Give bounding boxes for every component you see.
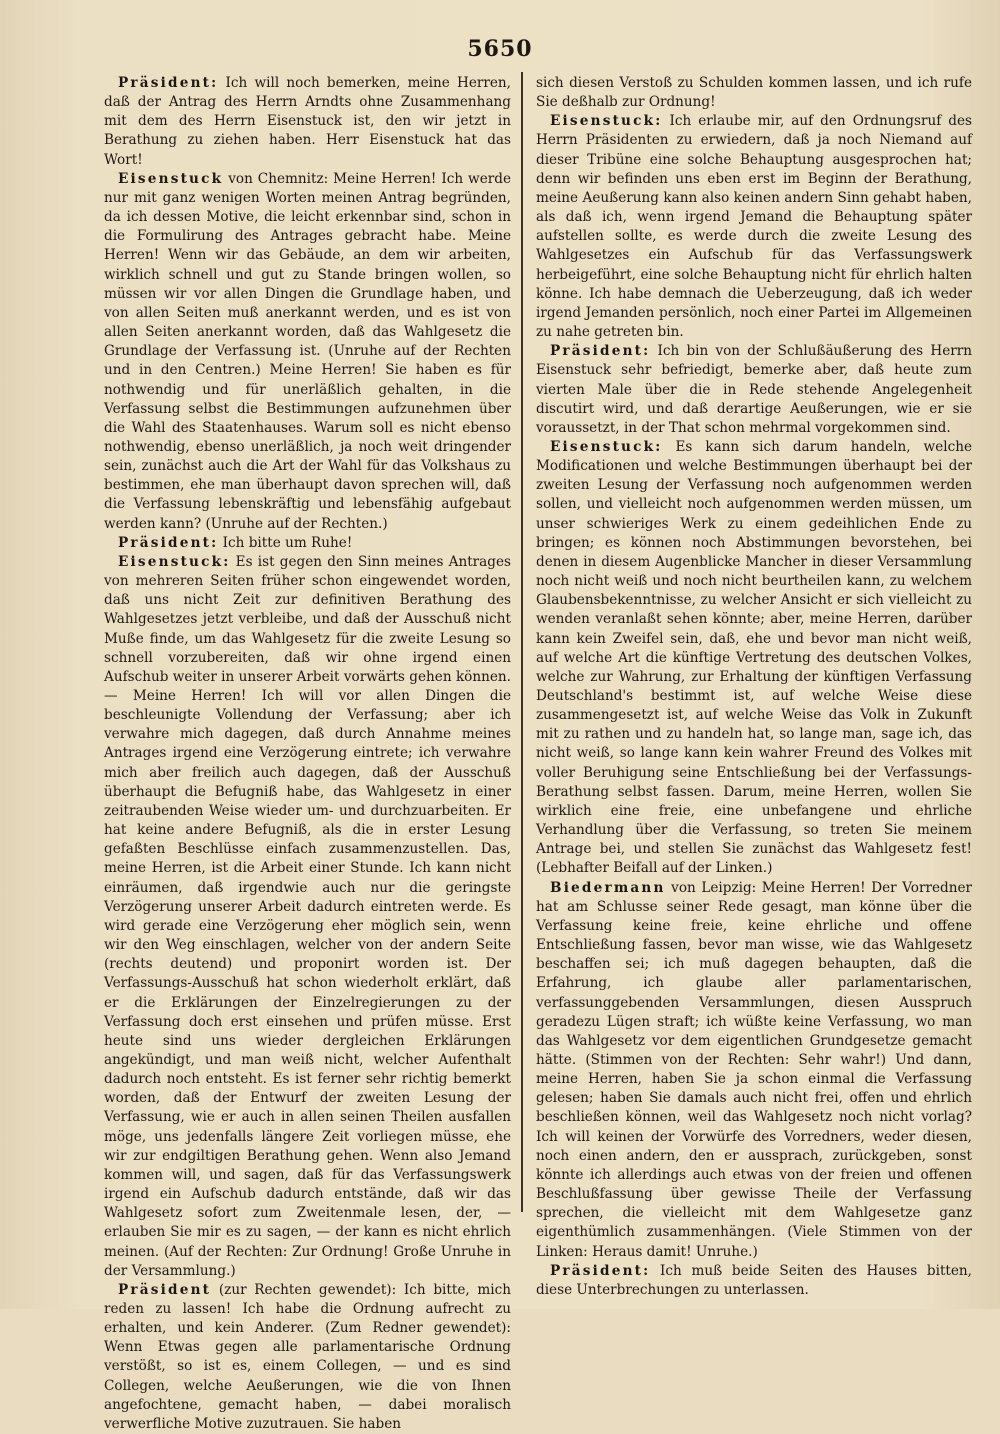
- paragraph-text: Ich muß beide Seiten des Hauses bitten, diese Unterbrechungen zu unterlassen.: [536, 1262, 972, 1298]
- paragraph-text: von Chemnitz: Meine Herren! Ich werde nur mit ganz wenigen Worten meinen Antrag begründen, da ich dessen Motive, die leicht erkennbar sind, schon in die Formulirung des Antrages gebracht habe. Meine Herren! Wenn wir das Gebäude, an dem wir arbeiten, wirklich schnell und gut zu Stande bringen wollen, so müssen wir vor allen Dingen die Grundlage haben, und von allen Seiten muß anerkannt werden, und es ist von allen Seiten anerkannt worden, daß das Wahlgesetz die Grundlage der Verfassung ist. (Unruhe auf der Rechten und in den Centren.) Meine Herren! Sie haben es für nothwendig und für unerläßlich gehalten, in die Verfassung selbst die Bestimmungen aufzunehmen über die Wahl des Staatenhauses. Warum soll es nicht ebenso nothwendig, ebenso unerläßlich, ja noch weit dringender sein, zunächst auch die Art der Wahl für das Volkshaus zu bestimmen, ehe man überhaupt davon sprechen will, daß die Verfassung lebenskräftig und lebensfähig aufgebaut werden kann? (Unruhe auf der Rechten.): [104, 170, 511, 532]
- speaker-name: Präsident:: [118, 75, 219, 91]
- paragraph: [536, 879, 972, 1262]
- paragraph-text: Ich bitte um Ruhe!: [218, 534, 353, 551]
- paragraph-text: Ich bin von der Schlußäußerung des Herrn Eisenstuck sehr befriedigt, bemerke aber, daß heute zum vierten Male über die in Rede stehende Angelegenheit discutirt wird, und daß derartige Aeußerungen, wie er sie voraussetzt, in der That schon mehrmal vorgekommen sind.: [536, 343, 972, 436]
- paragraph: [104, 1281, 511, 1434]
- speaker-name: Präsident:: [118, 534, 219, 551]
- paragraph: [104, 74, 511, 170]
- paragraph-text: Ich will noch bemerken, meine Herren, daß der Antrag des Herrn Arndts ohne Zusammenhang mit dem des Herrn Eisenstuck ist, den wir jetzt in Berathung zu ziehen haben. Herr Eisenstuck hat das Wort!: [104, 75, 511, 168]
- column-divider: [521, 72, 523, 1212]
- speaker-name: Biedermann: [550, 879, 666, 896]
- speaker-name: Eisenstuck: [118, 170, 224, 187]
- paragraph: [104, 170, 511, 534]
- paragraph-text: Es kann sich darum handeln, welche Modificationen und welche Bestimmungen überhaupt bei der zweiten Lesung der Verfassung noch aufgenommen werden sollen, und vielleicht noch aufgenommen werden müssen, um unser schwieriges Werk zu einem gedeihlichen Ende zu bringen; es können noch Abstimmungen bevorstehen, bei denen in diesem Augenblicke Mancher in dieser Versammlung noch nicht weiß und noch nicht beurtheilen kann, zu welchem Glaubensbekenntnisse, zu welcher Ansicht er sich vielleicht zu wenden veranlaßt sehen könnte; aber, meine Herren, darüber kann kein Zweifel sein, daß, ehe und bevor man nicht weiß, auf welche Art die künftige Vertretung des deutschen Volkes, welche zur Wahrung, zur Erhaltung der künftigen Verfassung Deutschland's bestimmt ist, auf welche Weise diese zusammengesetzt ist, auf welche Weise das Volk in Zukunft mit zu rathen und zu handeln hat, so lange man, sage ich, das nicht weiß, so lange kann kein wahrer Freund des Volkes mit voller Beruhigung seine Entschließung bei der Verfassungs-Berathung selbst fassen. Darum, meine Herren, wollen Sie wirklich eine freie, eine unbefangene und ehrliche Verhandlung über die Verfassung, so treten Sie meinem Antrage bei, und stellen Sie zunächst das Wahlgesetz fest! (Lebhafter Beifall auf der Linken.): [536, 438, 972, 877]
- paragraph-text: Es ist gegen den Sinn meines Antrages von mehreren Seiten früher schon eingewendet worden, daß uns nicht Zeit zur definitiven Berathung des Wahlgesetzes jetzt verbleibe, und daß der Ausschuß nicht Muße finde, um das Wahlgesetz für die zweite Lesung so schnell vorzubereiten, daß wir ohne irgend einen Aufschub weiter in unserer Arbeit vorwärts gehen können. — Meine Herren! Ich will vor allen Dingen die beschleunigte Vollendung der Verfassung; aber ich verwahre mich dagegen, daß durch Annahme meines Antrages irgend eine Verzögerung eintrete; ich verwahre mich aber freilich auch dagegen, daß der Ausschuß überhaupt die Befugniß habe, das Wahlgesetz in einer zeitraubenden Weise wieder um- und durchzuarbeiten. Er hat keine andere Befugniß, als die in erster Lesung gefaßten Beschlüsse einfach zusammenzustellen. Das, meine Herren, ist die Arbeit einer Stunde. Ich kann nicht einräumen, daß irgendwie auch nur die geringste Verzögerung unserer Arbeit dadurch eintreten werde. Es wird gerade eine Verzögerung eher möglich sein, wenn wir den Weg einschlagen, welcher von der andern Seite (rechts deutend) und proponirt worden ist. Der Verfassungs-Ausschuß hat schon wiederholt erklärt, daß er die Erklärungen der Einzelregierungen zu der Verfassung doch erst einsehen und prüfen müsse. Erst heute sind uns wieder dergleichen Erklärungen angekündigt, und man weiß nicht, welcher Aufenthalt dadurch noch entsteht. Es ist ferner sehr richtig bemerkt worden, daß der Entwurf der zweiten Lesung der Verfassung, wie er auch in allen seinen Theilen ausfallen möge, uns jedenfalls längere Zeit vorliegen müsse, ehe wir zur endgiltigen Berathung gehen. Wenn also Jemand kommen will, und sagen, daß für das Verfassungswerk irgend ein Aufschub dadurch entstände, daß wir das Wahlgesetz sofort zum Zweitenmale lesen, der, — erlauben Sie mir es zu sagen, — der kann es nicht ehrlich meinen. (Auf der Rechten: Zur Ordnung! Große Unruhe in der Versammlung.): [104, 553, 511, 1279]
- left-column: [104, 74, 511, 1434]
- speaker-name: Präsident:: [550, 1262, 651, 1279]
- speaker-name: Eisenstuck:: [118, 553, 231, 570]
- paragraph: [536, 342, 972, 438]
- speaker-name: Eisenstuck:: [550, 438, 663, 455]
- paragraph-text: von Leipzig: Meine Herren! Der Vorredner hat am Schlusse seiner Rede gesagt, man könne über die Verfassung keine freie, keine ehrliche und offene Entschließung fassen, bevor man wisse, wie das Wahlgesetz beschaffen sei; ich muß dagegen behaupten, daß die Erfahrung, ich glaube aller parlamentarischen, verfassunggebenden Versammlungen, diesen Ausspruch geradezu Lügen straft; ich wüßte keine Verfassung, wo man das Wahlgesetz vor dem eigentlichen Grundgesetze gemacht hätte. (Stimmen von der Rechten: Sehr wahr!) Und dann, meine Herren, haben Sie ja schon einmal die Verfassung gelesen; haben Sie damals auch nicht frei, offen und ehrlich beschließen können, weil das Wahlgesetz noch nicht vorlag? Ich will keinen der Vorwürfe des Vorredners, weder diesen, noch einen andern, den er aussprach, zurückgeben, sonst könnte ich allerdings auch etwas von der freien und offenen Beschlußfassung über gewisse Theile der Verfassung sprechen, die vielleicht mit dem Wahlgesetze ganz eigenthümlich zusammenhängen. (Viele Stimmen von der Linken: Heraus damit! Unruhe.): [536, 879, 972, 1260]
- speaker-name: Präsident: [118, 1281, 212, 1298]
- speaker-name: Eisenstuck:: [550, 113, 663, 130]
- paragraph-text: sich diesen Verstoß zu Schulden kommen lassen, und ich rufe Sie deßhalb zur Ordnung!: [536, 75, 972, 111]
- paragraph-text: Ich erlaube mir, auf den Ordnungsruf des Herrn Präsidenten zu erwiedern, daß ja noch Niemand auf dieser Tribüne eine solche Behauptung ausgesprochen hat; denn wir befinden uns eben erst im Beginn der Berathung, meine Aeußerung kann also keinen andern Sinn gehabt haben, als daß ich, wenn irgend Jemand die Behauptung später aufstellen sollte, es werde durch die zweite Lesung des Wahlgesetzes ein Aufschub für das Verfassungswerk herbeigeführt, eine solche Behauptung nicht für ehrlich halten könne. Ich habe demnach die Ueberzeugung, daß ich weder irgend Jemanden persönlich, noch einer Partei im Allgemeinen zu nahe getreten bin.: [536, 113, 972, 341]
- paragraph: [536, 74, 972, 112]
- paragraph-text: (zur Rechten gewendet): Ich bitte, mich reden zu lassen! Ich habe die Ordnung aufrecht zu erhalten, und kein Anderer. (Zum Redner gewendet): Wenn Etwas gegen alle parlamentarische Ordnung verstößt, so ist es, einem Collegen, — und es sind Collegen, welche Aeußerungen, wie die von Ihnen angefochtene, gemacht haben, — dabei moralisch verwerfliche Motive zuzutrauen. Sie haben: [104, 1281, 511, 1432]
- paragraph: [104, 534, 511, 553]
- right-column: [536, 74, 972, 1300]
- paragraph: [104, 553, 511, 1281]
- paragraph: [536, 438, 972, 879]
- speaker-name: Präsident:: [550, 343, 651, 360]
- paragraph: [536, 112, 972, 342]
- paragraph: [536, 1262, 972, 1300]
- page-number: 5650: [467, 36, 533, 62]
